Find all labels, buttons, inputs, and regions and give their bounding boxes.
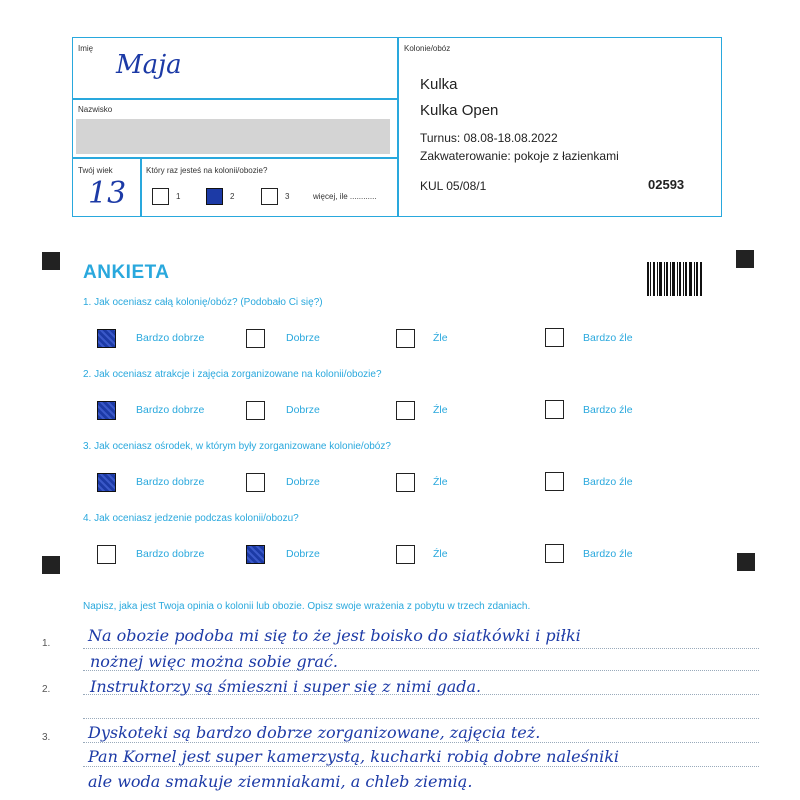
- q3-option-bardzo-zle: Bardzo źle: [583, 476, 633, 488]
- question-2: 2. Jak oceniasz atrakcje i zajęcia zorganizowane na kolonii/obozie?: [83, 369, 382, 380]
- q2-checkbox-zle[interactable]: [396, 401, 415, 420]
- times-option-3: 3: [285, 192, 290, 201]
- q3-checkbox-dobrze[interactable]: [246, 473, 265, 492]
- answer-text[interactable]: Na obozie podoba mi się to że jest boisko do siatkówki i piłki: [88, 626, 581, 645]
- line-number-1: 1.: [42, 638, 51, 649]
- header-divider-vertical: [397, 37, 399, 217]
- age-label: Twój wiek: [78, 166, 113, 175]
- surname-redacted: [76, 119, 390, 154]
- times-checkbox-2[interactable]: [206, 188, 223, 205]
- q4-option-dobrze: Dobrze: [286, 548, 320, 560]
- line-number-2: 2.: [42, 684, 51, 695]
- q1-option-bardzo-dobrze: Bardzo dobrze: [136, 332, 205, 344]
- line-number-3: 3.: [42, 732, 51, 743]
- registration-marker-top-right: [736, 250, 754, 268]
- times-question: Który raz jesteś na kolonii/obozie?: [146, 166, 268, 175]
- survey-title: ANKIETA: [83, 262, 170, 283]
- question-4: 4. Jak oceniasz jedzenie podczas kolonii/obozu?: [83, 513, 299, 524]
- q1-option-bardzo-zle: Bardzo źle: [583, 332, 633, 344]
- q2-option-zle: Źle: [433, 404, 448, 416]
- answer-line: [83, 742, 759, 743]
- question-1: 1. Jak oceniasz całą kolonię/obóz? (Podobało Ci się?): [83, 297, 323, 308]
- times-option-1: 1: [176, 192, 181, 201]
- registration-marker-top-left: [42, 252, 60, 270]
- q1-checkbox-dobrze[interactable]: [246, 329, 265, 348]
- camp-label: Kolonie/obóz: [404, 44, 451, 53]
- q3-checkbox-bardzo-dobrze[interactable]: [97, 473, 116, 492]
- answer-text[interactable]: ale woda smakuje ziemniakami, a chleb ziemią.: [88, 772, 473, 791]
- header-divider-age: [140, 157, 142, 217]
- registration-marker-bottom-right: [737, 553, 755, 571]
- camp-number: 02593: [648, 177, 685, 192]
- times-checkbox-3[interactable]: [261, 188, 278, 205]
- q1-option-zle: Źle: [433, 332, 448, 344]
- q3-option-bardzo-dobrze: Bardzo dobrze: [136, 476, 205, 488]
- answer-text[interactable]: Pan Kornel jest super kamerzystą, kucharki robią dobre naleśniki: [88, 747, 620, 766]
- q4-checkbox-dobrze[interactable]: [246, 545, 265, 564]
- q1-checkbox-bardzo-zle[interactable]: [545, 328, 564, 347]
- camp-name: Kulka: [420, 76, 458, 93]
- times-option-more: więcej, ile ............: [313, 192, 377, 201]
- camp-accommodation: Zakwaterowanie: pokoje z łazienkami: [420, 149, 619, 163]
- q2-checkbox-bardzo-zle[interactable]: [545, 400, 564, 419]
- q1-checkbox-zle[interactable]: [396, 329, 415, 348]
- q3-checkbox-zle[interactable]: [396, 473, 415, 492]
- barcode-icon: [647, 262, 703, 296]
- camp-program: Kulka Open: [420, 102, 499, 119]
- header-divider-name: [72, 98, 398, 100]
- header-divider-surname: [72, 157, 398, 159]
- question-3: 3. Jak oceniasz ośrodek, w którym były zorganizowane kolonie/obóz?: [83, 441, 391, 452]
- q4-checkbox-bardzo-dobrze[interactable]: [97, 545, 116, 564]
- q4-checkbox-zle[interactable]: [396, 545, 415, 564]
- q2-checkbox-bardzo-dobrze[interactable]: [97, 401, 116, 420]
- answer-line: [83, 766, 759, 767]
- q3-option-dobrze: Dobrze: [286, 476, 320, 488]
- answer-text[interactable]: Instruktorzy są śmieszni i super się z nimi gada.: [90, 677, 482, 696]
- q2-checkbox-dobrze[interactable]: [246, 401, 265, 420]
- q4-option-zle: Źle: [433, 548, 448, 560]
- q2-option-dobrze: Dobrze: [286, 404, 320, 416]
- q4-option-bardzo-dobrze: Bardzo dobrze: [136, 548, 205, 560]
- camp-code: KUL 05/08/1: [420, 179, 487, 193]
- q4-checkbox-bardzo-zle[interactable]: [545, 544, 564, 563]
- surname-label: Nazwisko: [78, 105, 113, 114]
- opinion-prompt: Napisz, jaka jest Twoja opinia o kolonii lub obozie. Opisz swoje wrażenia z pobytu w trzech zdaniach.: [83, 601, 531, 612]
- q2-option-bardzo-zle: Bardzo źle: [583, 404, 633, 416]
- times-checkbox-1[interactable]: [152, 188, 169, 205]
- age-value[interactable]: 13: [88, 176, 127, 211]
- q3-checkbox-bardzo-zle[interactable]: [545, 472, 564, 491]
- answer-line: [83, 718, 759, 719]
- q2-option-bardzo-dobrze: Bardzo dobrze: [136, 404, 205, 416]
- registration-marker-bottom-left: [42, 556, 60, 574]
- times-option-2: 2: [230, 192, 235, 201]
- q4-option-bardzo-zle: Bardzo źle: [583, 548, 633, 560]
- answer-text[interactable]: nożnej więc można sobie grać.: [90, 652, 338, 671]
- name-value[interactable]: Maja: [116, 50, 182, 80]
- q1-checkbox-bardzo-dobrze[interactable]: [97, 329, 116, 348]
- name-label: Imię: [78, 44, 94, 53]
- q3-option-zle: Źle: [433, 476, 448, 488]
- answer-line: [83, 648, 759, 649]
- q1-option-dobrze: Dobrze: [286, 332, 320, 344]
- answer-text[interactable]: Dyskoteki są bardzo dobrze zorganizowane, zajęcia też.: [88, 723, 541, 742]
- camp-turnus: Turnus: 08.08-18.08.2022: [420, 131, 558, 145]
